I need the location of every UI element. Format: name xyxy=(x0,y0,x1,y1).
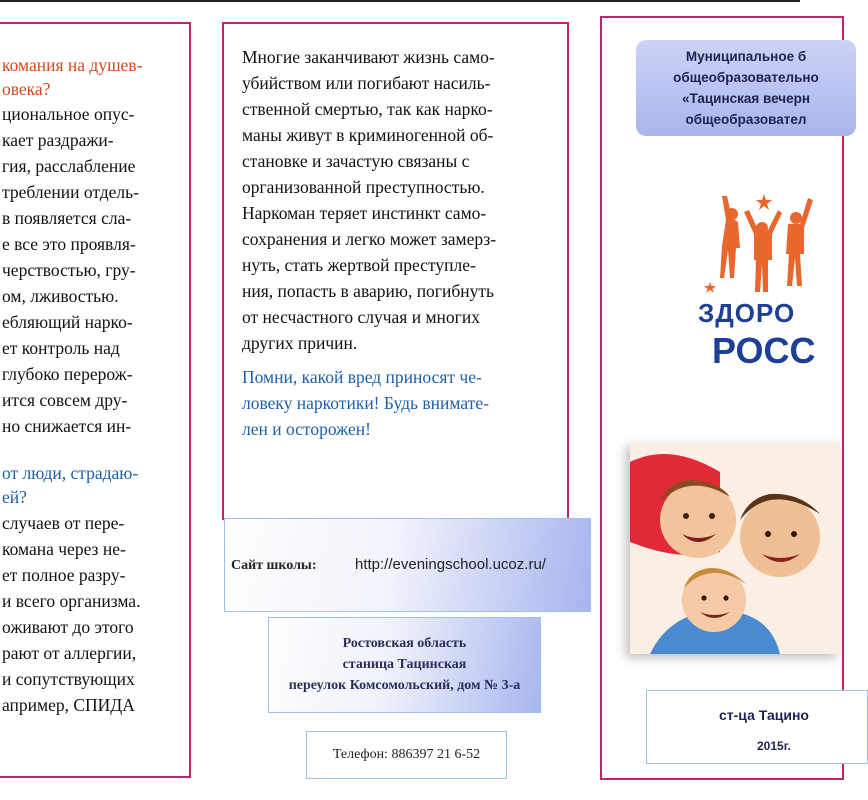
right-cover-panel xyxy=(600,16,844,780)
address-box xyxy=(268,617,541,713)
year-text: 2015г. xyxy=(757,739,791,753)
left-brochure-panel xyxy=(0,22,191,778)
left-heading-2: от люди, страдаю- ей? xyxy=(2,463,139,507)
address-line-village: станица Тацинская xyxy=(342,657,467,672)
address-line-region: Ростовская область xyxy=(342,636,467,651)
logo-word-zdorovaya: ЗДОРО xyxy=(698,298,796,328)
phone-box xyxy=(306,731,507,779)
children-photo-icon xyxy=(630,442,840,654)
site-url-link[interactable]: http://eveningschool.ucoz.ru/ xyxy=(355,556,546,573)
middle-text-panel xyxy=(222,22,569,520)
city-year-box xyxy=(646,690,868,764)
address-line-street: переулок Комсомольский, дом № 3-а xyxy=(288,678,521,693)
left-paragraph-2: случаев от пере- комана через не- ет полное разру- и всего организма. оживают до этого рают от аллергии, и сопутствующих апример, СПИДА xyxy=(2,513,141,715)
middle-reminder-text: Помни, какой вред приносят че- ловеку наркотики! Будь внимате- лен и осторожен! xyxy=(242,367,489,439)
phone-text: Телефон: 886397 21 6-52 xyxy=(332,747,481,762)
organization-name-box: Муниципальное б общеобразовательно «Тацинская вечерн общеобразовател xyxy=(636,40,856,136)
site-label: Сайт школы: xyxy=(231,558,317,573)
middle-body-text: Многие заканчивают жизнь само- убийством или погибают насиль- ственной смертью, так как нарко- маны живут в криминогенной об- становке и зачастую связаны с организованной преступностью. Наркоман теряет инстинкт само- сохранения и легко может замерз- нуть, стать жертвой преступле- ния, попасть в аварию, погибнуть от несчастного случая и многих других причин. xyxy=(242,47,497,353)
left-heading-1: комания на душев- овека? xyxy=(2,55,143,99)
left-paragraph-1: циональное опус- кает раздражи- гия, расслабление треблении отдель- в появляется сла- е все это проявля- черствостью, гру- ом, лживостью. ебляющий нарко- ет контроль над глубоко перерож- ится совсем дру- но снижается ин- xyxy=(2,104,139,436)
school-website-box xyxy=(224,518,591,612)
city-text: ст-ца Тацино xyxy=(719,707,809,723)
top-border-line xyxy=(0,0,800,2)
logo-word-rossiya: РОСС xyxy=(712,330,816,371)
